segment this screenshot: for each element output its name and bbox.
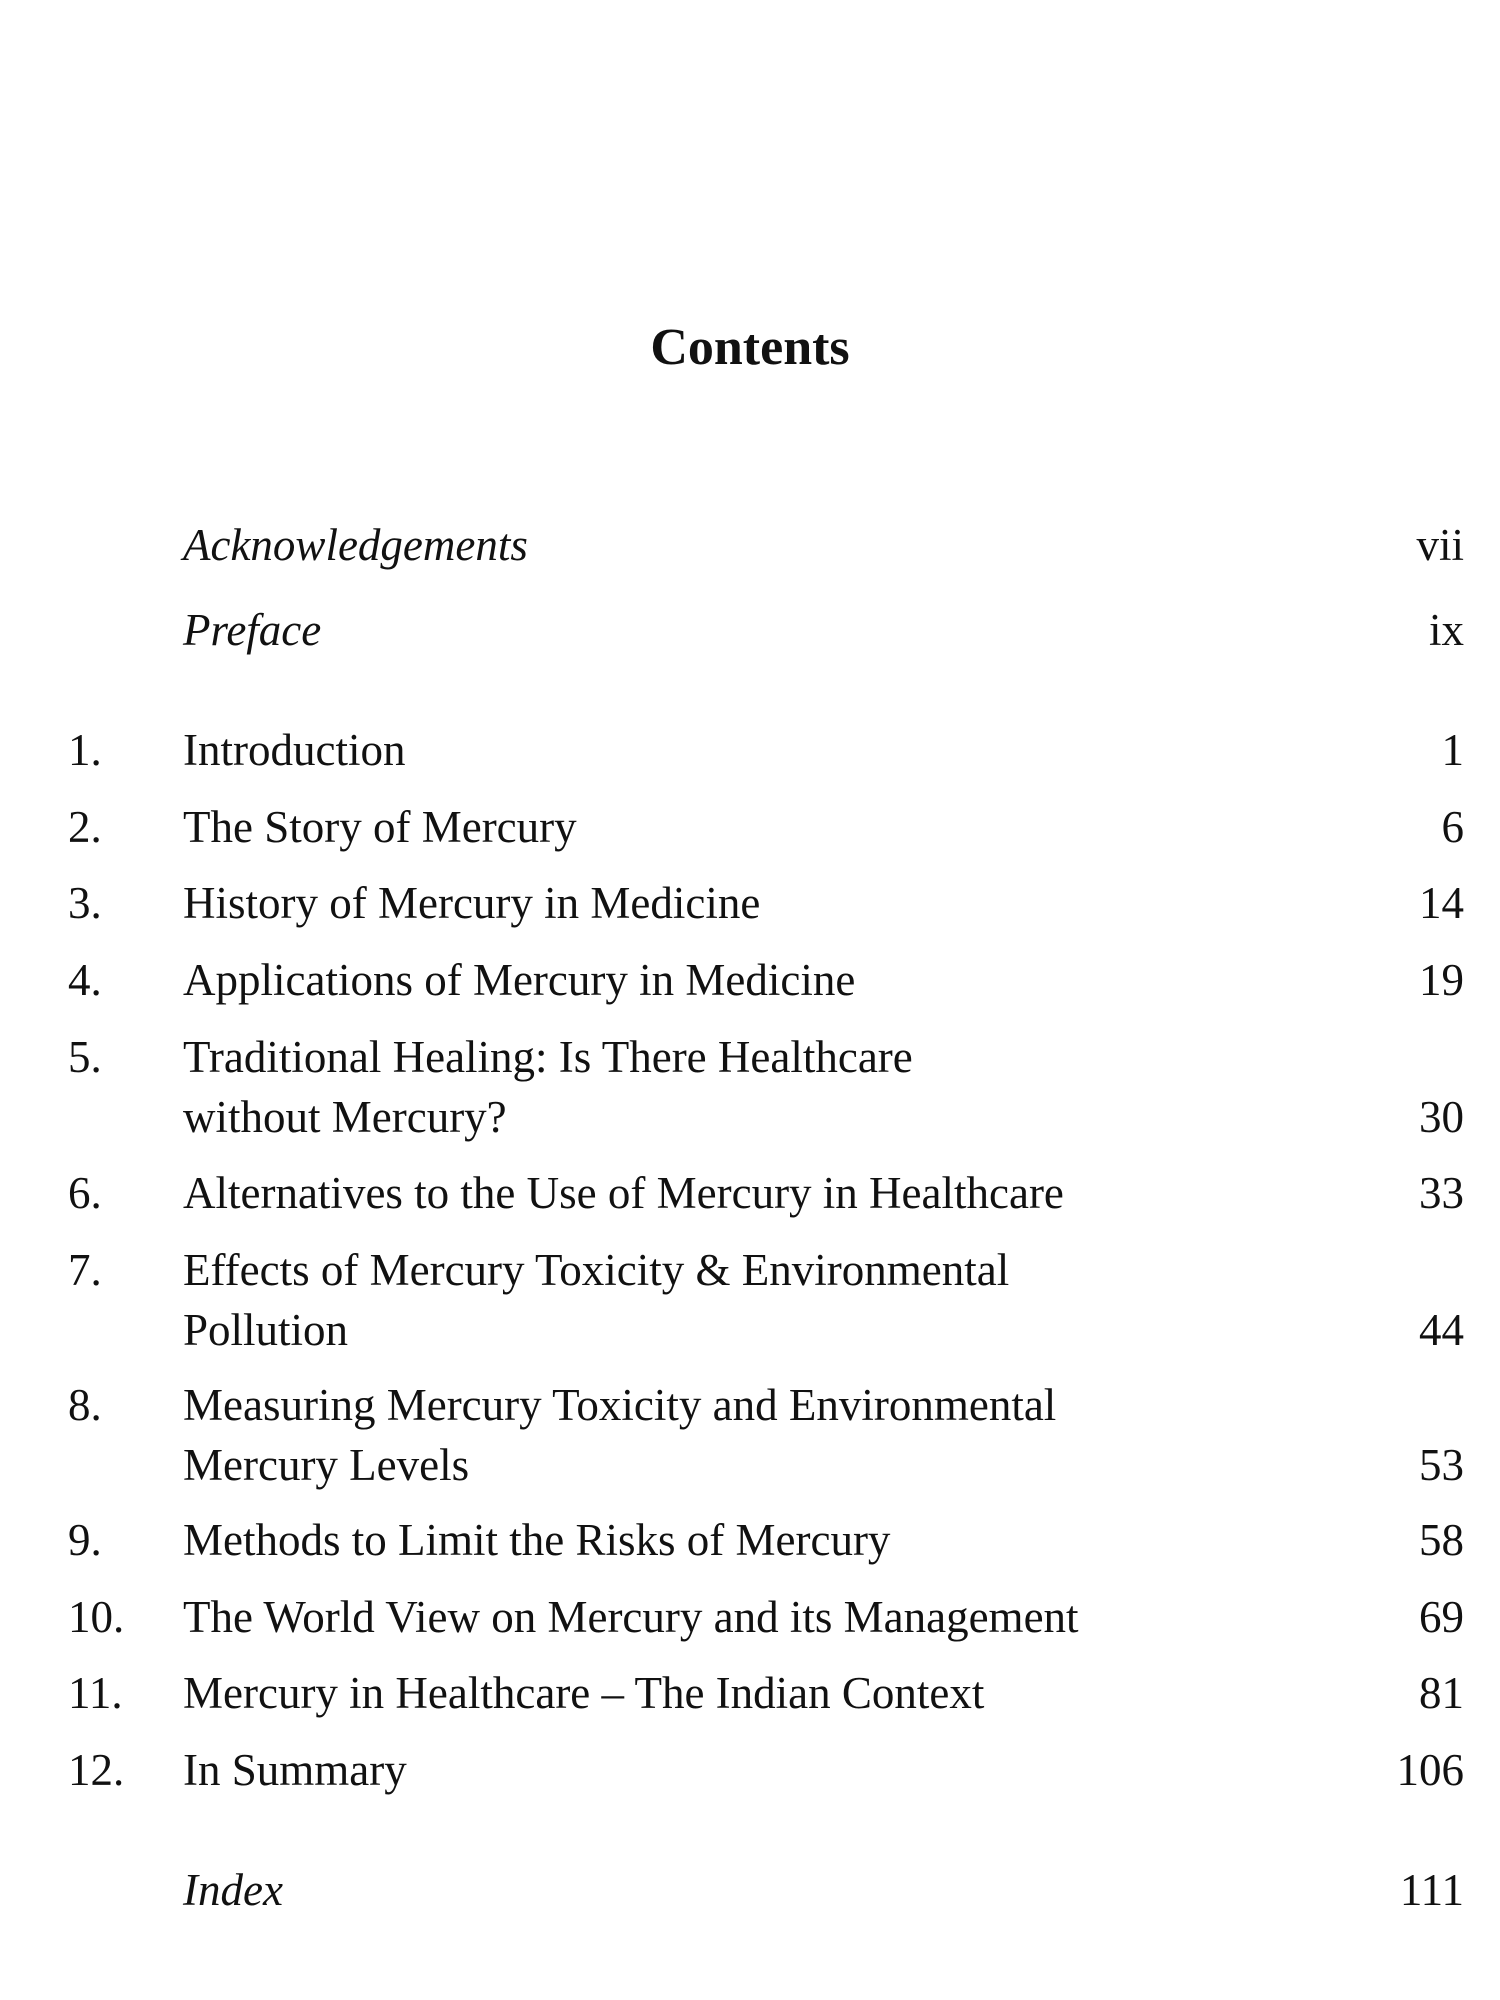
toc-entry-page: 111 bbox=[1399, 1865, 1464, 1915]
chapter-page: 58 bbox=[1419, 1515, 1464, 1565]
chapter-number: 4. bbox=[68, 955, 102, 1005]
chapter-page: 30 bbox=[1419, 1092, 1464, 1142]
chapter-title: Introduction bbox=[183, 725, 406, 775]
toc-entry-page: ix bbox=[1428, 605, 1464, 655]
chapter-number: 5. bbox=[68, 1032, 102, 1082]
chapter-title: History of Mercury in Medicine bbox=[183, 878, 761, 928]
chapter-title-line-1: Traditional Healing: Is There Healthcare bbox=[183, 1032, 913, 1082]
chapter-title: Applications of Mercury in Medicine bbox=[183, 955, 856, 1005]
chapter-page: 44 bbox=[1419, 1305, 1464, 1355]
chapter-number: 10. bbox=[68, 1592, 125, 1642]
chapter-title bbox=[183, 1027, 1368, 1147]
page-title: Contents bbox=[650, 319, 850, 376]
toc-entry-label: Preface bbox=[183, 605, 322, 655]
chapter-title: The Story of Mercury bbox=[183, 802, 577, 852]
chapter-title: Mercury in Healthcare – The Indian Context bbox=[183, 1668, 985, 1718]
chapter-number: 3. bbox=[68, 878, 102, 928]
chapter-number: 9. bbox=[68, 1515, 102, 1565]
chapter-title: Methods to Limit the Risks of Mercury bbox=[183, 1515, 891, 1565]
chapter-page: 53 bbox=[1419, 1440, 1464, 1490]
toc-entry-page: vii bbox=[1416, 520, 1464, 570]
chapter-number: 2. bbox=[68, 802, 102, 852]
chapter-title-line-1: Measuring Mercury Toxicity and Environmental bbox=[183, 1380, 1057, 1430]
chapter-title-line-2: Mercury Levels bbox=[183, 1440, 470, 1490]
chapter-title-line-2: without Mercury? bbox=[183, 1092, 507, 1142]
chapter-page: 106 bbox=[1396, 1745, 1464, 1795]
chapter-title: Alternatives to the Use of Mercury in Healthcare bbox=[183, 1168, 1064, 1218]
chapter-title-line-1: Effects of Mercury Toxicity & Environmental bbox=[183, 1245, 1010, 1295]
chapter-title-line-2: Pollution bbox=[183, 1305, 349, 1355]
chapter-number: 11. bbox=[68, 1668, 123, 1718]
chapter-page: 1 bbox=[1441, 725, 1464, 775]
chapter-number: 7. bbox=[68, 1245, 102, 1295]
toc-entry-label: Index bbox=[183, 1865, 283, 1915]
chapter-page: 33 bbox=[1419, 1168, 1464, 1218]
toc-entry-label: Acknowledgements bbox=[183, 520, 528, 570]
chapter-page: 81 bbox=[1419, 1668, 1464, 1718]
chapter-number: 1. bbox=[68, 725, 102, 775]
chapter-title: The World View on Mercury and its Management bbox=[183, 1592, 1079, 1642]
chapter-page: 14 bbox=[1419, 878, 1464, 928]
chapter-page: 19 bbox=[1419, 955, 1464, 1005]
chapter-number: 12. bbox=[68, 1745, 125, 1795]
chapter-title bbox=[183, 1375, 1368, 1495]
chapter-page: 6 bbox=[1441, 802, 1464, 852]
chapter-title bbox=[183, 1240, 1368, 1360]
chapter-number: 8. bbox=[68, 1380, 102, 1430]
chapter-page: 69 bbox=[1419, 1592, 1464, 1642]
chapter-number: 6. bbox=[68, 1168, 102, 1218]
chapter-title: In Summary bbox=[183, 1745, 407, 1795]
